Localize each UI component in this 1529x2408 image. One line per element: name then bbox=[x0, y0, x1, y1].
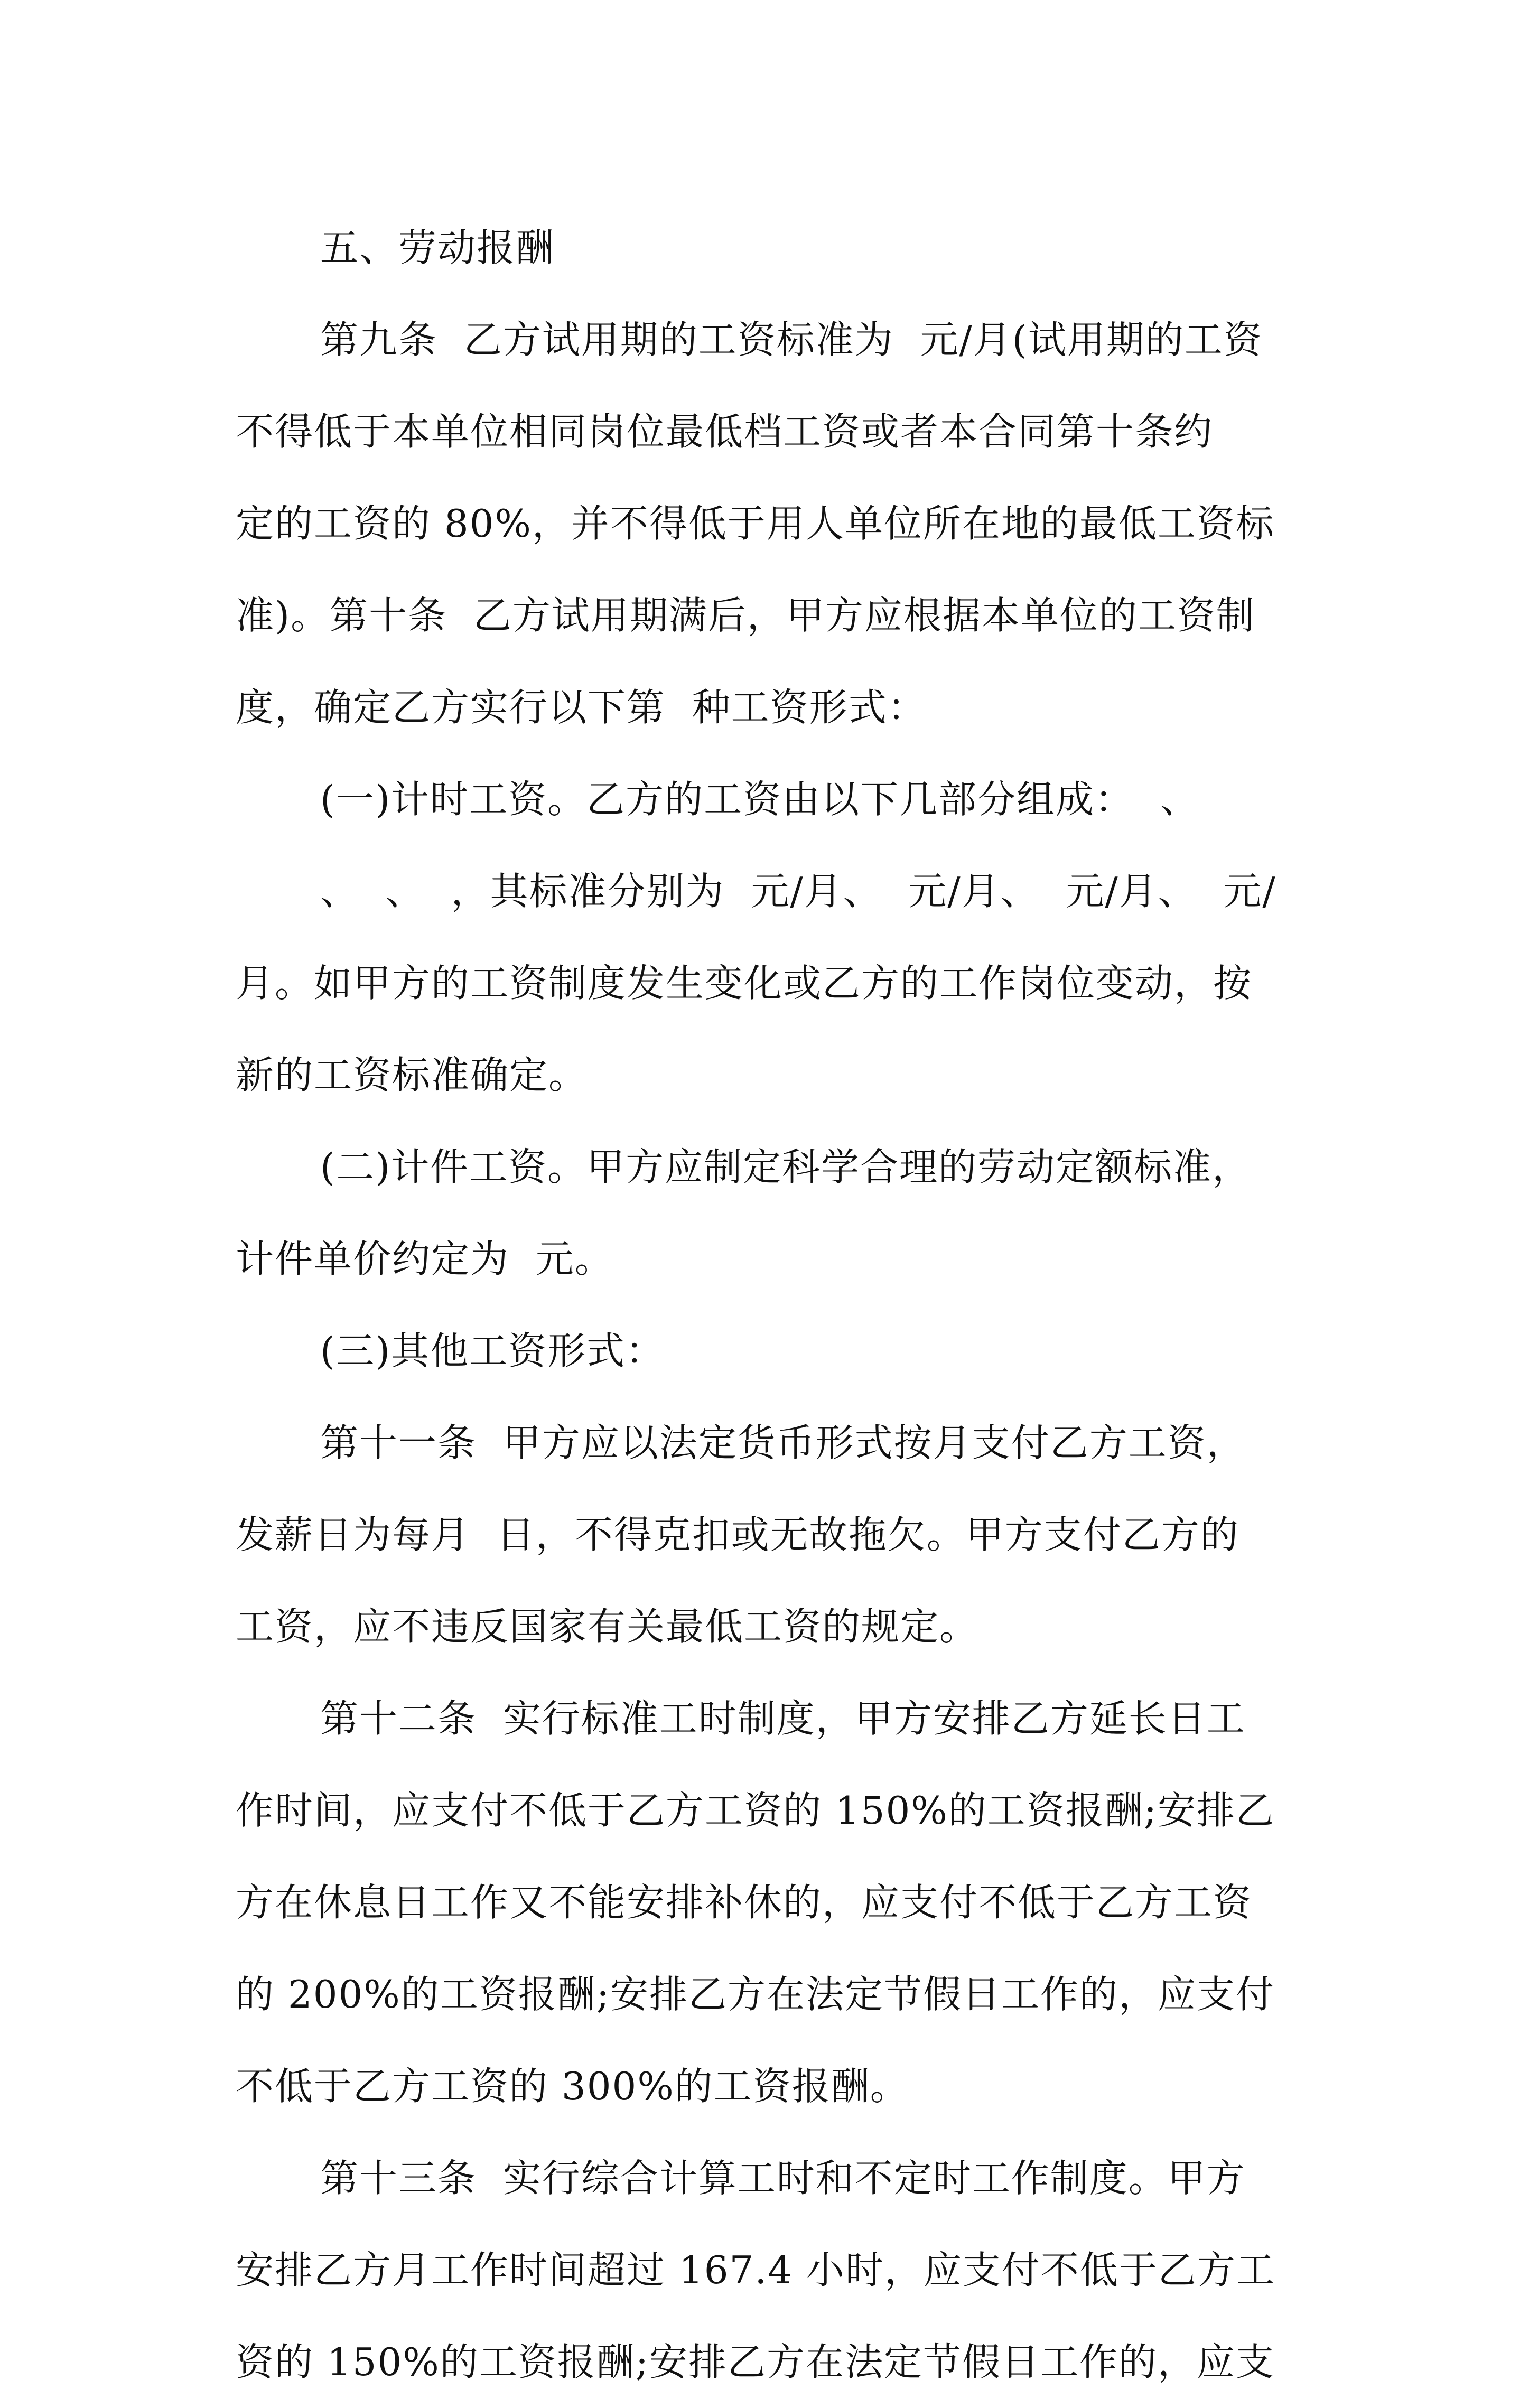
paragraph-line: 月。如甲方的工资制度发生变化或乙方的工作岗位变动，按 bbox=[236, 961, 1253, 1005]
paragraph-line: 发薪日为每月 日，不得克扣或无故拖欠。甲方支付乙方的 bbox=[236, 1513, 1239, 1557]
paragraph-line: (三)其他工资形式： bbox=[320, 1329, 665, 1373]
paragraph-line: (二)计件工资。甲方应制定科学合理的劳动定额标准， bbox=[320, 1145, 1252, 1189]
paragraph-line: 、 、 ，其标准分别为 元/月、 元/月、 元/月、 元/ bbox=[320, 869, 1276, 913]
paragraph-line: 第十一条 甲方应以法定货币形式按月支付乙方工资， bbox=[320, 1421, 1246, 1465]
paragraph-line: 安排乙方月工作时间超过 167.4 小时，应支付不低于乙方工 bbox=[236, 2248, 1275, 2292]
paragraph-line: 计件单价约定为 元。 bbox=[236, 1237, 614, 1281]
paragraph-line: 工资，应不违反国家有关最低工资的规定。 bbox=[236, 1604, 979, 1649]
paragraph-line: 定的工资的 80%，并不得低于用人单位所在地的最低工资标 bbox=[236, 501, 1275, 546]
paragraph-line: 度，确定乙方实行以下第 种工资形式： bbox=[236, 685, 927, 730]
paragraph-line: 不得低于本单位相同岗位最低档工资或者本合同第十条约 bbox=[236, 409, 1214, 454]
section-heading: 五、劳动报酬 bbox=[320, 226, 555, 270]
paragraph-line: (一)计时工资。乙方的工资由以下几部分组成： 、 bbox=[320, 777, 1199, 822]
paragraph-line: 第九条 乙方试用期的工资标准为 元/月(试用期的工资 bbox=[320, 318, 1263, 362]
paragraph-line: 第十三条 实行综合计算工时和不定时工作制度。甲方 bbox=[320, 2156, 1246, 2200]
document-body bbox=[236, 202, 1319, 2408]
paragraph-line: 新的工资标准确定。 bbox=[236, 1053, 588, 1097]
paragraph-line: 资的 150%的工资报酬;安排乙方在法定节假日工作的，应支 bbox=[236, 2340, 1275, 2384]
paragraph-line: 第十二条 实行标准工时制度，甲方安排乙方延长日工 bbox=[320, 1696, 1246, 1741]
paragraph-line: 准)。第十条 乙方试用期满后，甲方应根据本单位的工资制 bbox=[236, 593, 1255, 638]
paragraph-line: 不低于乙方工资的 300%的工资报酬。 bbox=[236, 2064, 909, 2108]
paragraph-line: 的 200%的工资报酬;安排乙方在法定节假日工作的，应支付 bbox=[236, 1972, 1275, 2017]
paragraph-line: 作时间，应支付不低于乙方工资的 150%的工资报酬;安排乙 bbox=[236, 1788, 1275, 1833]
paragraph-line: 方在休息日工作又不能安排补休的，应支付不低于乙方工资 bbox=[236, 1880, 1253, 1925]
